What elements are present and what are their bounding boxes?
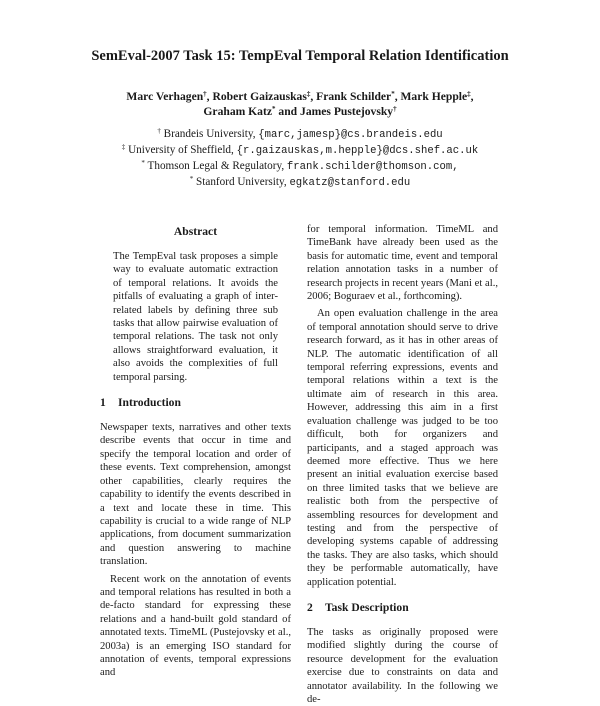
affiliation-email: egkatz@stanford.edu [289,177,411,189]
affiliation-block [0,127,600,191]
author-block [0,89,600,119]
affiliation-email: frank.schilder@thomson.com, [286,161,459,173]
author-mark: † [203,90,207,98]
author-mark: * [272,105,276,113]
author-name: Marc Verhagen [126,90,204,103]
right-column [307,223,498,706]
affiliation-line [0,143,600,159]
section-heading [100,396,291,410]
paragraph: An open evaluation challenge in the area of temporal annotation should serve to drive research forward, as it has in other areas of NLP. The automatic identification of all temporal referring expressions, events and temporal relations within a text is the ultimate aim of research in this area. However, addressing this aim in a first evaluation challenge was judged to be too difficult, both for organizers and participants, and a staged approach was deemed more effective. Thus we here present an initial evaluation exercise based on three limited tasks that we believe are realistic both from the perspective of assembling resources for development and testing and from the perspective of developing systems capable of addressing the tasks. They are also tasks, which should they be performable automatically, have application potential. [307,308,498,588]
affiliation-email: {r.gaizauskas,m.hepple}@dcs.shef.ac.uk [236,145,479,157]
paragraph: Newspaper texts, narratives and other texts describe events that occur in time and specify the temporal location and order of these events. Text comprehension, amongst other capabilities, clearly requires the capability to identify the events described in a text and locate these in time. This capability is crucial to a wide range of NLP applications, from document summarization and question answering to machine translation. [100,422,291,568]
affiliation-mark: † [157,127,161,135]
paragraph: The tasks as originally proposed were modified slightly during the course of resource development for the evaluation exercise due to constraints on data and annotator availability. In the following we de- [307,626,498,705]
author-mark: ‡ [306,90,311,98]
abstract-text: The TempEval task proposes a simple way to evaluate automatic extraction of temporal relations. It avoids the pitfalls of evaluating a graph of inter-related labels by defining three sub tasks that allow pairwise evaluation of temporal relations. The task not only allows straightforward evaluation, it also avoids the complexities of full temporal parsing. [113,251,278,383]
paragraph: for temporal information. TimeML and TimeBank have already been used as the basis for automatic time, event and temporal relation annotation tasks in a number of research projects in recent years (Mani et al., 2006; Boguraev et al., forthcoming). [307,224,498,303]
affiliation-mark: ‡ [121,143,126,151]
left-column [100,225,291,680]
affiliation-org: Brandeis University, [163,128,259,140]
section-number: 2 [307,600,313,614]
author-name: James Pustejovsky [300,105,394,118]
affiliation-org: Thomson Legal & Regulatory, [147,160,287,172]
affiliation-org: University of Sheffield, [128,144,237,156]
affiliation-org: Stanford University, [196,176,290,188]
paper-title: SemEval-2007 Task 15: TempEval Temporal Relation Identification [91,48,509,64]
paragraph: Recent work on the annotation of events and temporal relations has resulted in both a de-facto standard for expressing these relations and a hand-built gold standard of annotated texts. TimeML (Pustejovsky et al., 2003a) is an emerging ISO standard for annotation of events, temporal expressions and [100,573,291,679]
author-mark: † [393,105,397,113]
author-name: Frank Schilder [316,90,392,103]
affiliation-line [0,175,600,191]
author-name: Robert Gaizauskas [212,90,307,103]
affiliation-line [0,159,600,175]
author-mark: ‡ [467,90,471,98]
author-line-1: Marc Verhagen†, Robert Gaizauskas‡, Frank Schilder*, Mark Hepple‡, [126,90,474,103]
author-name: Mark Hepple [400,90,468,103]
section-title: Task Description [325,600,409,614]
affiliation-mark: * [189,175,194,183]
section-number: 1 [100,396,106,410]
section-heading [307,601,498,615]
affiliation-email: {marc,jamesp}@cs.brandeis.edu [258,129,443,141]
affiliation-mark: * [141,159,145,167]
section-title: Introduction [118,396,181,410]
affiliation-line [0,127,600,143]
author-line-2 [0,104,600,119]
author-name: Graham Katz [203,105,272,118]
abstract-heading: Abstract [173,225,218,238]
author-conjunction: and [278,105,298,118]
author-mark: * [391,90,395,98]
